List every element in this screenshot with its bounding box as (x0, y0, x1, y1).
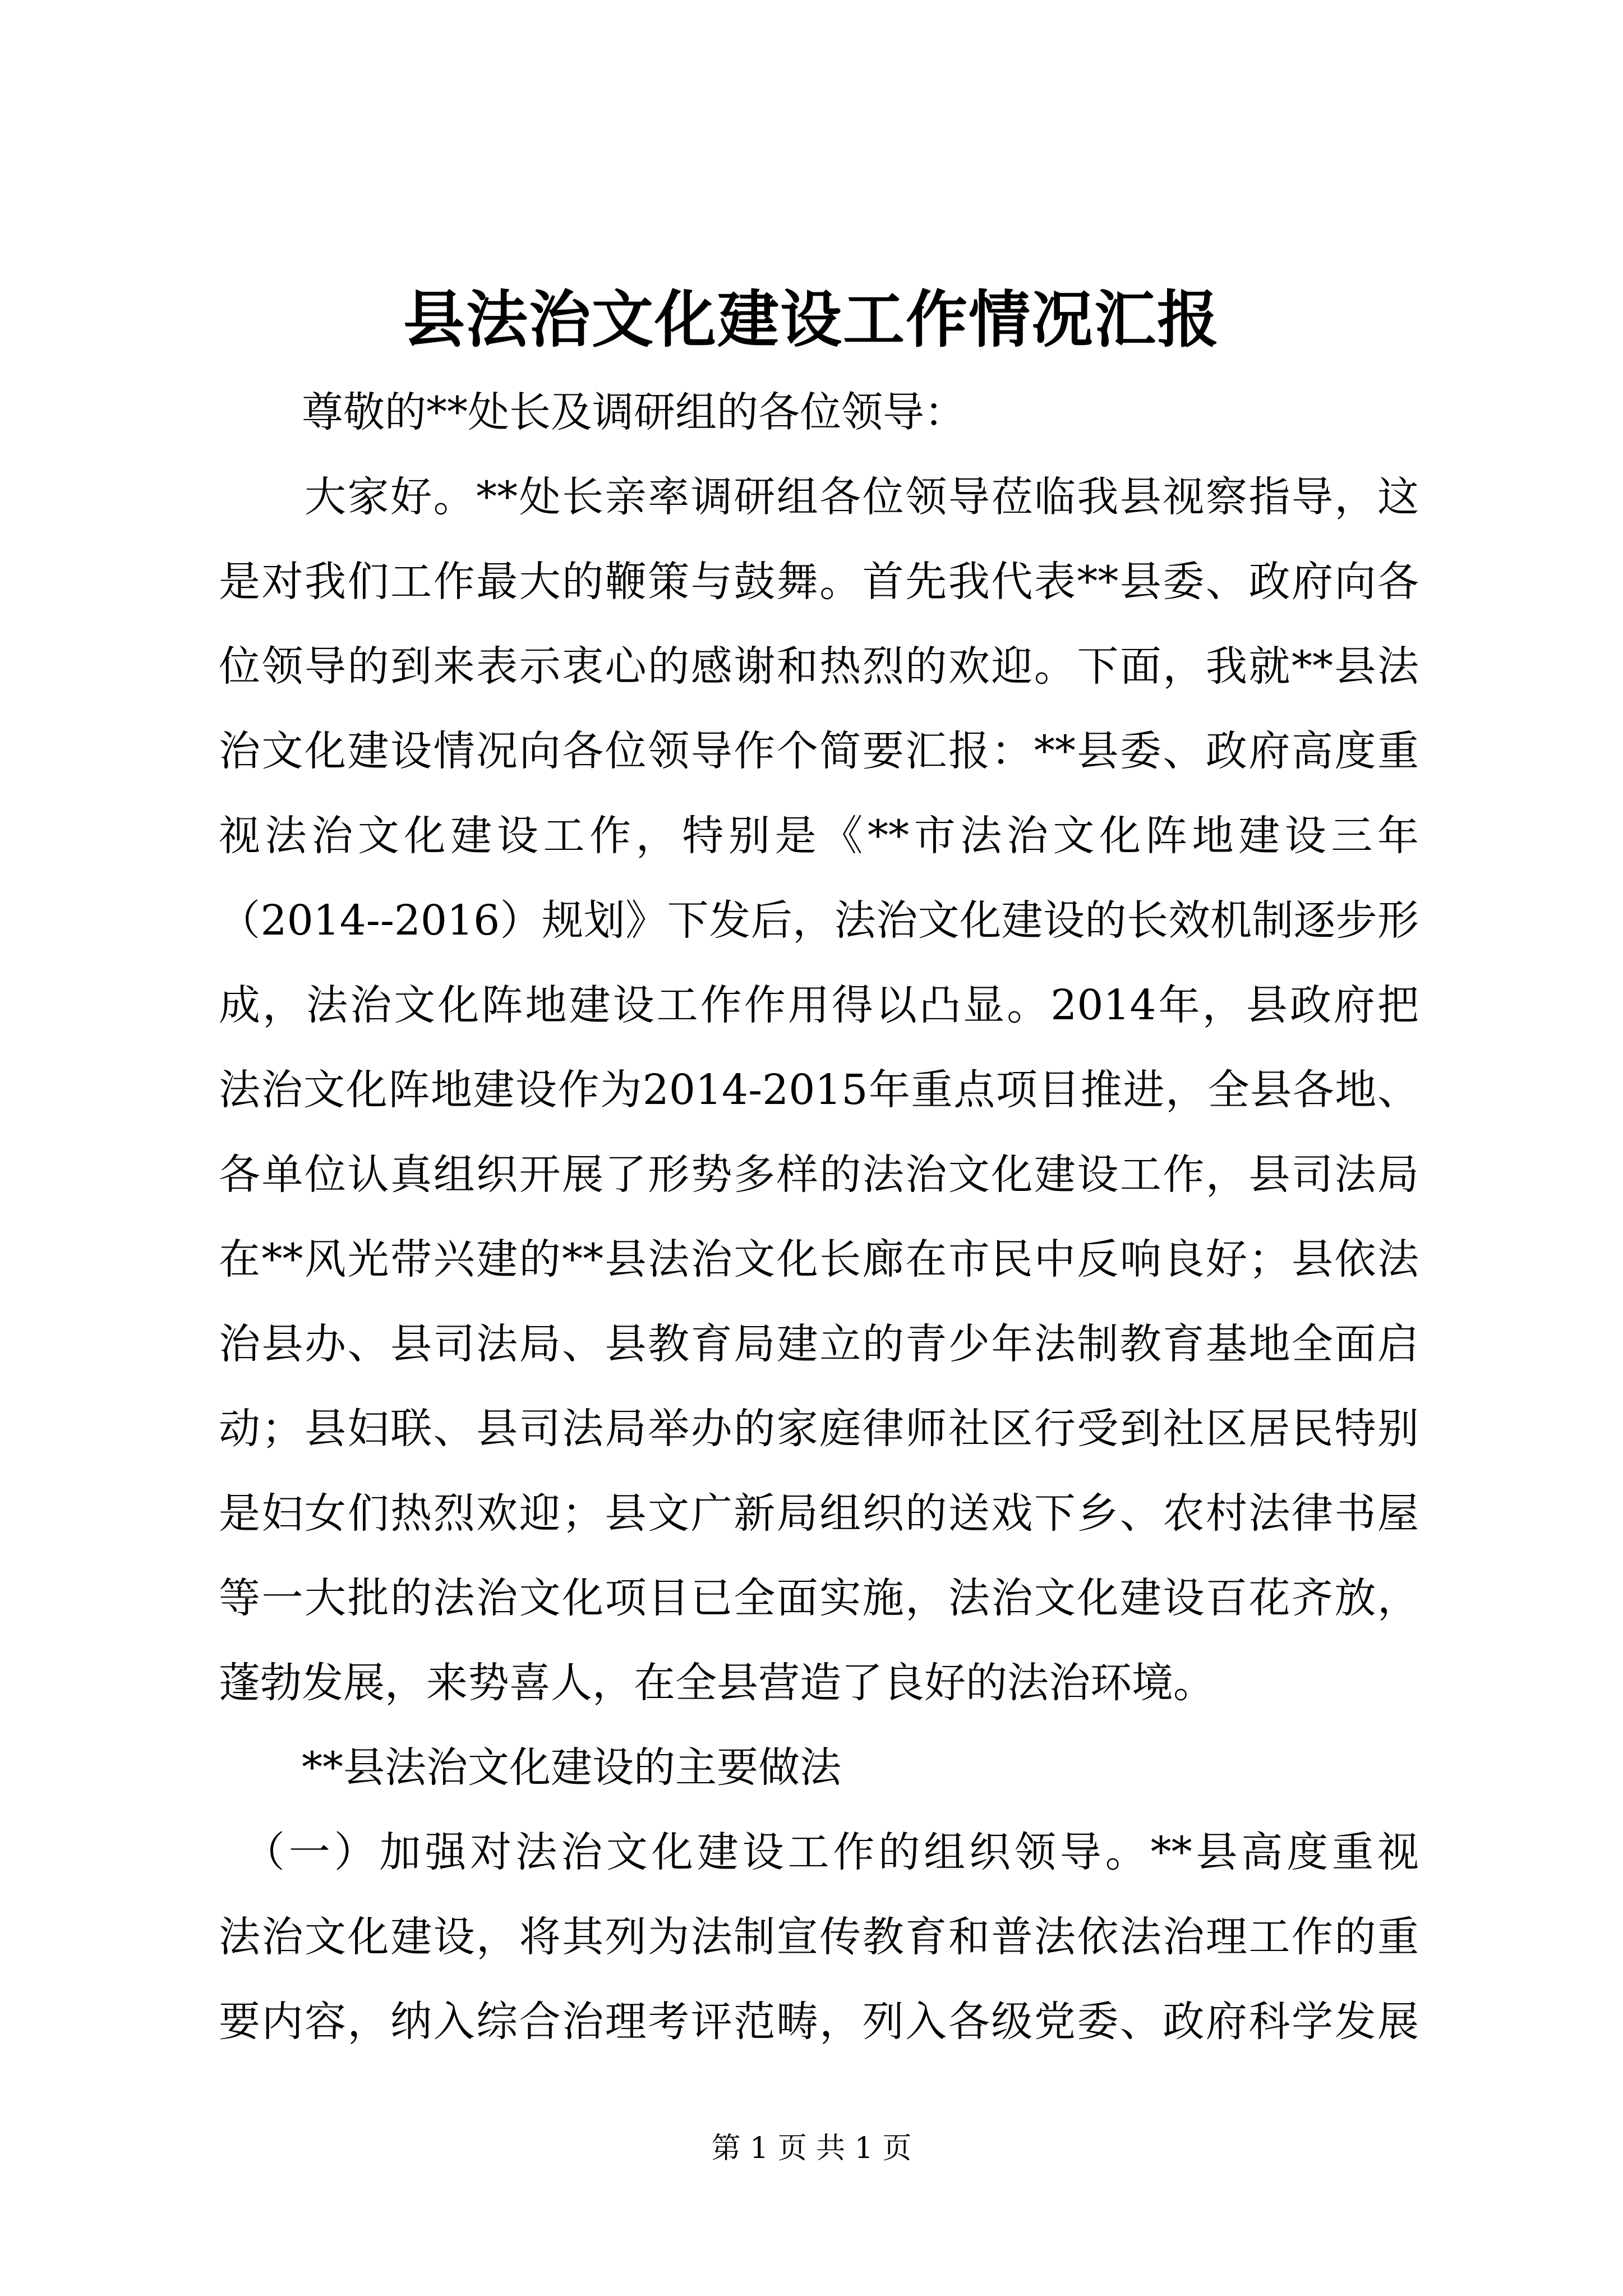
body-line: 法治文化建设，将其列为法制宣传教育和普法依法治理工作的重 (219, 1913, 1419, 1961)
section-heading: **县法治文化建设的主要做法 (219, 1743, 841, 1792)
body-line: 大家好。**处长亲率调研组各位领导莅临我县视察指导，这 (219, 473, 1419, 521)
body-line: 法治文化阵地建设作为2014-2015年重点项目推进，全县各地、 (219, 1066, 1419, 1114)
body-line: 是妇女们热烈欢迎；县文广新局组织的送戏下乡、农村法律书屋 (219, 1489, 1419, 1538)
body-line: 是对我们工作最大的鞭策与鼓舞。首先我代表**县委、政府向各 (219, 558, 1419, 606)
body-line: 动；县妇联、县司法局举办的家庭律师社区行受到社区居民特别 (219, 1405, 1419, 1453)
body-line: （一）加强对法治文化建设工作的组织领导。**县高度重视 (219, 1828, 1419, 1876)
body-line: 在**风光带兴建的**县法治文化长廊在市民中反响良好；县依法 (219, 1235, 1419, 1283)
page-footer: 第 1 页 共 1 页 (711, 2132, 912, 2165)
body-line: 蓬勃发展，来势喜人，在全县营造了良好的法治环境。 (219, 1659, 1215, 1707)
body-line: 尊敬的**处长及调研组的各位领导： (219, 388, 966, 436)
body-line: 视法治文化建设工作，特别是《**市法治文化阵地建设三年 (219, 812, 1419, 860)
body-line: 成，法治文化阵地建设工作作用得以凸显。2014年，县政府把 (219, 981, 1419, 1029)
body-line: 要内容，纳入综合治理考评范畴，列入各级党委、政府科学发展 (219, 1998, 1419, 2046)
document-body (219, 370, 1419, 2064)
body-line: 位领导的到来表示衷心的感谢和热烈的欢迎。下面，我就**县法 (219, 642, 1419, 691)
body-line: 各单位认真组织开展了形势多样的法治文化建设工作，县司法局 (219, 1151, 1419, 1199)
body-line: 等一大批的法治文化项目已全面实施，法治文化建设百花齐放， (219, 1574, 1419, 1622)
body-line: 治文化建设情况向各位领导作个简要汇报：**县委、政府高度重 (219, 727, 1419, 775)
body-line: 治县办、县司法局、县教育局建立的青少年法制教育基地全面启 (219, 1320, 1419, 1368)
document-title: 县法治文化建设工作情况汇报 (403, 283, 1220, 356)
body-line: （2014--2016）规划》下发后，法治文化建设的长效机制逐步形 (219, 896, 1419, 945)
